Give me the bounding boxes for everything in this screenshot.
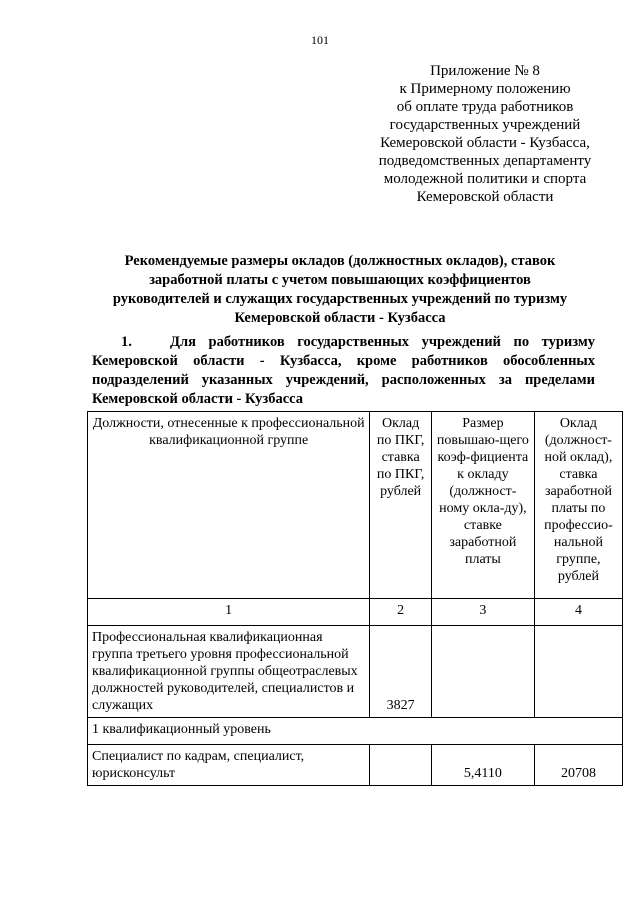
table-row bbox=[88, 745, 623, 786]
appendix-header bbox=[340, 62, 630, 206]
column-number-row bbox=[88, 599, 623, 626]
section-line: Кемеровской области - Кузбасса, кроме работников обособленных bbox=[92, 353, 595, 369]
column-number: 3 bbox=[431, 599, 534, 626]
appendix-line: к Примерному положению bbox=[399, 81, 571, 97]
section-number: 1. bbox=[121, 334, 132, 350]
appendix-line: об оплате труда работников bbox=[396, 99, 574, 115]
column-number: 4 bbox=[534, 599, 622, 626]
salary-table bbox=[87, 411, 623, 786]
title-line: заработной платы с учетом повышающих коэффициентов bbox=[149, 272, 531, 288]
position-name: Специалист по кадрам, специалист, юрисконсульт bbox=[88, 745, 370, 786]
empty-cell bbox=[370, 745, 432, 786]
header-coefficient: Размер повышаю-щего коэф-фициента к окладу (должност-ному окла-ду), ставке заработной платы bbox=[431, 412, 534, 599]
appendix-line: государственных учреждений bbox=[389, 117, 581, 133]
document-title bbox=[80, 252, 600, 328]
column-number: 1 bbox=[88, 599, 370, 626]
appendix-line: Кемеровской области - Кузбасса, bbox=[380, 135, 590, 151]
header-base-salary: Оклад по ПКГ, ставка по ПКГ, рублей bbox=[370, 412, 432, 599]
title-line: руководителей и служащих государственных учреждений по туризму bbox=[112, 291, 568, 307]
empty-cell bbox=[431, 626, 534, 718]
section-line: Кемеровской области - Кузбасса bbox=[92, 391, 304, 407]
header-final-salary: Оклад (должност-ной оклад), ставка заработной платы по профессио-нальной группе, рублей bbox=[534, 412, 622, 599]
empty-cell bbox=[534, 626, 622, 718]
title-line: Кемеровской области - Кузбасса bbox=[234, 310, 446, 326]
title-line: Рекомендуемые размеры окладов (должностных окладов), ставок bbox=[124, 253, 556, 269]
section-line: подразделений указанных учреждений, расположенных за пределами bbox=[92, 372, 595, 388]
appendix-line: молодежной политики и спорта bbox=[383, 171, 587, 187]
page-number: 101 bbox=[311, 33, 329, 47]
position-salary: 20708 bbox=[534, 745, 622, 786]
appendix-line: подведомственных департаменту bbox=[378, 153, 592, 169]
qualification-level: 1 квалификационный уровень bbox=[88, 718, 623, 745]
column-number: 2 bbox=[370, 599, 432, 626]
header-positions: Должности, отнесенные к профессиональной квалификационной группе bbox=[88, 412, 370, 599]
group-name: Профессиональная квалификационная группа третьего уровня профессиональной квалификационной группы общеотраслевых должностей руководителей, специалистов и служащих bbox=[88, 626, 370, 718]
section-heading bbox=[92, 333, 595, 409]
table-row bbox=[88, 626, 623, 718]
group-salary: 3827 bbox=[370, 626, 432, 718]
section-line: Для работников государственных учреждений по туризму bbox=[170, 334, 595, 350]
table-row bbox=[88, 718, 623, 745]
table-header-row bbox=[88, 412, 623, 599]
appendix-line: Приложение № 8 bbox=[430, 63, 540, 79]
position-coefficient: 5,4110 bbox=[431, 745, 534, 786]
appendix-line: Кемеровской области bbox=[416, 189, 554, 205]
